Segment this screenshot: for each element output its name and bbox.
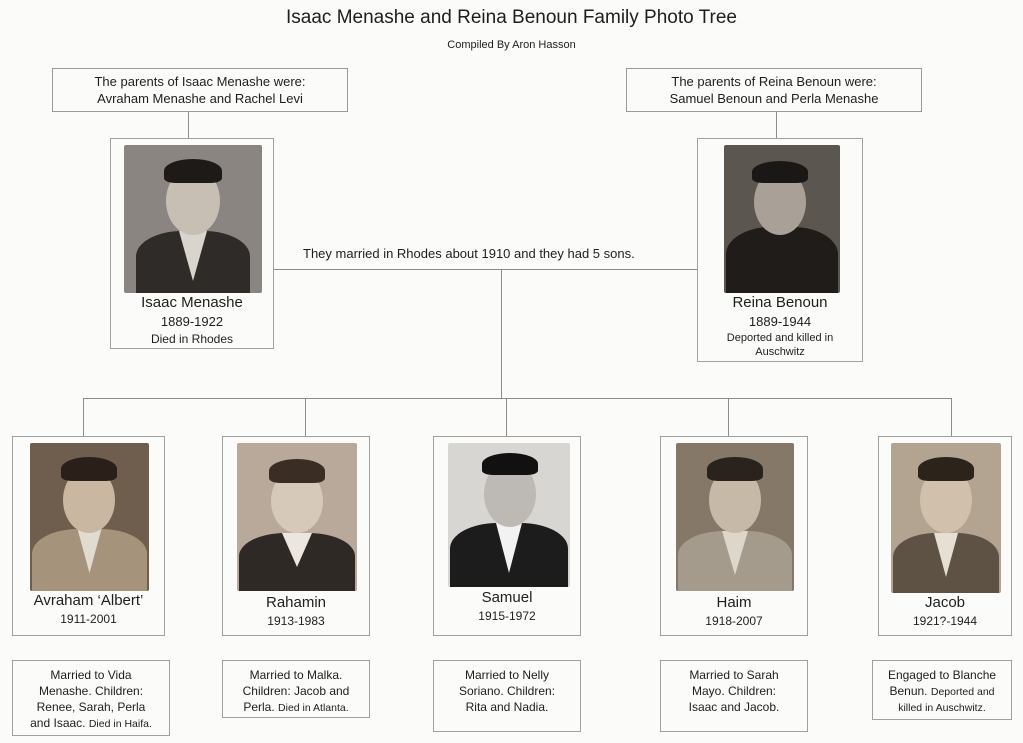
marriage-line [272, 269, 697, 270]
son-photo-jacob [891, 443, 1001, 593]
parents-of-reina-line1: The parents of Reina Benoun were: [671, 74, 877, 89]
son-years-jacob: 1921?-1944 [912, 614, 978, 628]
note-line: Married to Vida [50, 668, 132, 682]
note-line: Soriano. Children: [458, 684, 556, 698]
parents-of-isaac-line1: The parents of Isaac Menashe were: [94, 74, 306, 89]
father-card [110, 138, 274, 349]
son-note-samuel [433, 660, 581, 732]
connector-son-5 [951, 398, 952, 436]
son-years-rahamin: 1913-1983 [267, 614, 325, 628]
son-years-samuel: 1915-1972 [478, 609, 536, 623]
son-name-avraham: Avraham ‘Albert’ [33, 592, 144, 609]
son-photo-samuel [448, 443, 570, 587]
note-line [13, 715, 169, 732]
son-photo-haim [676, 443, 794, 591]
marriage-text: They married in Rhodes about 1910 and they had 5 sons. [303, 246, 635, 261]
connector-son-2 [305, 398, 306, 436]
mother-name: Reina Benoun [732, 294, 828, 311]
mother-note-line1: Deported and killed in [726, 332, 834, 344]
son-years-haim: 1918-2007 [705, 614, 763, 628]
page-title: Isaac Menashe and Reina Benoun Family Photo Tree [286, 7, 737, 28]
son-card-jacob [878, 436, 1012, 636]
father-years: 1889-1922 [160, 314, 224, 329]
son-card-haim [660, 436, 808, 636]
connector-son-4 [728, 398, 729, 436]
compiler-credit: Compiled By Aron Hasson [447, 39, 576, 51]
son-note-haim [660, 660, 808, 732]
note-line: Children: Jacob and [242, 684, 350, 698]
note-line: Married to Nelly [464, 668, 550, 682]
note-text: Benun. [889, 684, 928, 698]
mother-photo [724, 145, 840, 293]
note-small-line: killed in Auschwitz. [898, 702, 986, 714]
son-card-rahamin [222, 436, 370, 636]
note-text: Perla. [243, 700, 275, 714]
sons-bar [83, 398, 951, 399]
note-small-text: Died in Haifa. [88, 718, 152, 730]
note-line: Mayo. Children: [691, 684, 777, 698]
mother-note-line2: Auschwitz [755, 346, 805, 358]
son-note-rahamin [222, 660, 370, 718]
parents-of-isaac-line2: Avraham Menashe and Rachel Levi [97, 91, 303, 106]
son-name-haim: Haim [716, 594, 752, 611]
note-line: Renee, Sarah, Perla [36, 700, 146, 714]
father-photo [124, 145, 262, 293]
son-photo-rahamin [237, 443, 357, 591]
note-line [873, 683, 1011, 700]
connector-left-parents [188, 112, 189, 138]
parents-of-reina-box [626, 68, 922, 112]
connector-right-parents [776, 112, 777, 138]
mother-years: 1889-1944 [748, 314, 812, 329]
note-line [223, 699, 369, 716]
connector-son-3 [506, 398, 507, 436]
father-name: Isaac Menashe [141, 294, 243, 311]
son-name-rahamin: Rahamin [265, 594, 327, 611]
mother-card [697, 138, 863, 362]
note-line: Menashe. Children: [38, 684, 144, 698]
son-note-jacob [872, 660, 1012, 720]
son-card-avraham [12, 436, 165, 636]
note-small-text: Died in Atlanta. [278, 702, 349, 714]
son-card-samuel [433, 436, 581, 636]
note-line: Isaac and Jacob. [688, 700, 780, 714]
note-small-text: Deported and [930, 686, 995, 698]
connector-son-1 [83, 398, 84, 436]
son-photo-avraham [30, 443, 149, 591]
note-text: and Isaac. [30, 716, 86, 730]
note-line: Married to Sarah [689, 668, 779, 682]
son-note-avraham [12, 660, 170, 736]
son-years-avraham: 1911-2001 [60, 612, 117, 626]
note-line: Engaged to Blanche [887, 668, 997, 682]
note-line: Married to Malka. [249, 668, 343, 682]
note-line: Rita and Nadia. [465, 700, 549, 714]
descent-line [501, 269, 502, 398]
parents-of-reina-line2: Samuel Benoun and Perla Menashe [669, 91, 879, 106]
parents-of-isaac-box [52, 68, 348, 112]
father-note: Died in Rhodes [150, 332, 234, 346]
son-name-jacob: Jacob [924, 594, 966, 611]
son-name-samuel: Samuel [481, 589, 533, 606]
